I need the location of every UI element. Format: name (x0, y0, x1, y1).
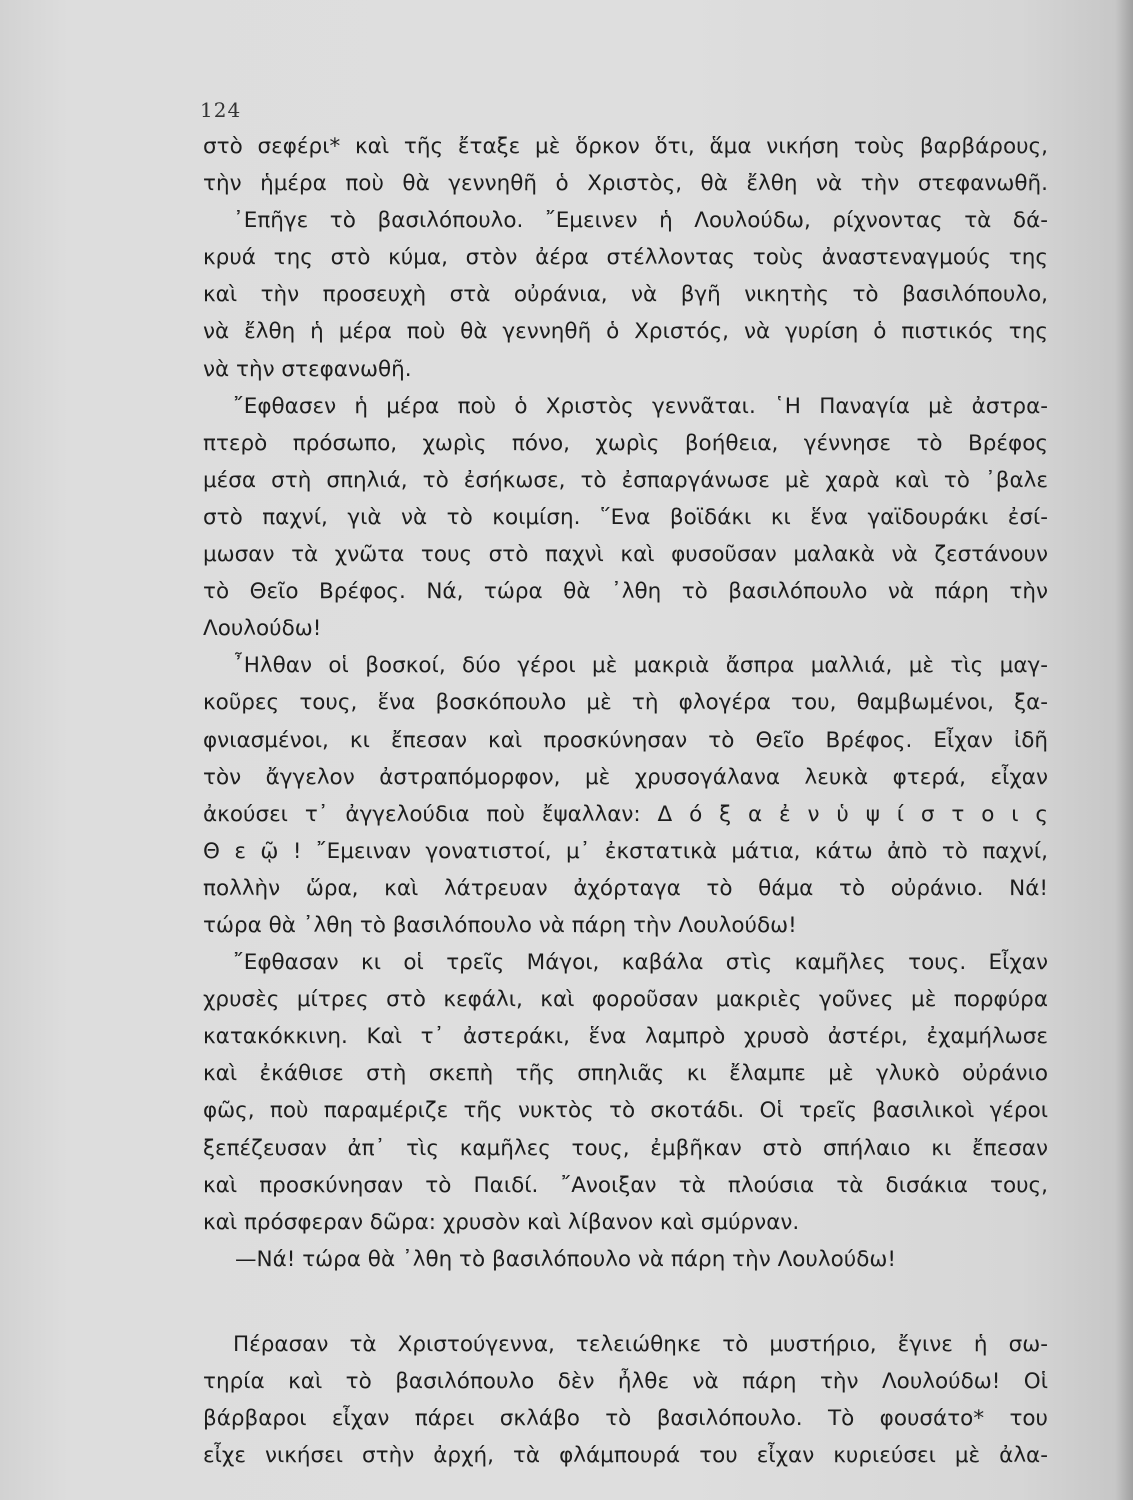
text-line: πολλὴν ὥρα, καὶ λάτρευαν ἀχόρταγα τὸ θάμα τὸ οὐράνιο. Νά! (203, 875, 1048, 901)
text-line: ῏Ηλθαν οἱ βοσκοί, δύο γέροι μὲ μακριὰ ἄσπρα μαλλιά, μὲ τὶς μαγ- (233, 653, 1048, 679)
text-line: κατακόκκινη. Καὶ τ᾿ ἀστεράκι, ἕνα λαμπρὸ χρυσὸ ἀστέρι, ἐχαμήλωσε (203, 1024, 1048, 1050)
text-line: ἀκούσει τ᾿ ἀγγελούδια ποὺ ἔψαλλαν: Δ ό ξ α ἐ ν ὑ ψ ί σ τ ο ι ς (203, 801, 1048, 827)
text-line: ᾿Επῆγε τὸ βασιλόπουλο. ῎Εμεινεν ἡ Λουλούδω, ρίχνοντας τὰ δά- (233, 208, 1048, 234)
text-line: Λουλούδω! (203, 616, 322, 642)
text-line: εἶχε νικήσει στὴν ἀρχή, τὰ φλάμπουρά του εἶχαν κυριεύσει μὲ ἀλα- (203, 1443, 1048, 1469)
text-line: —Νά! τώρα θὰ ᾿λθη τὸ βασιλόπουλο νὰ πάρη τὴν Λουλούδω! (235, 1246, 896, 1272)
text-line: φῶς, ποὺ παραμέριζε τῆς νυκτὸς τὸ σκοτάδι. Οἱ τρεῖς βασιλικοὶ γέροι (203, 1098, 1048, 1124)
text-line: ξεπέζευσαν ἀπ᾿ τὶς καμῆλες τους, ἐμβῆκαν στὸ σπήλαιο κι ἔπεσαν (203, 1135, 1048, 1161)
text-line: καὶ πρόσφεραν δῶρα: χρυσὸν καὶ λίβανον καὶ σμύρναν. (203, 1209, 800, 1235)
text-line: πτερὸ πρόσωπο, χωρὶς πόνο, χωρὶς βοήθεια, γέννησε τὸ Βρέφος (203, 430, 1048, 456)
text-line: νὰ ἔλθη ἡ μέρα ποὺ θὰ γεννηθῆ ὁ Χριστός, νὰ γυρίση ὁ πιστικός της (203, 319, 1048, 345)
page-number: 124 (200, 98, 242, 122)
text-line: νὰ τὴν στεφανωθῆ. (203, 356, 412, 382)
body-text (203, 128, 1048, 1474)
text-line: κρυά της στὸ κύμα, στὸν ἀέρα στέλλοντας τοὺς ἀναστεναγμούς της (203, 245, 1048, 271)
text-line: τηρία καὶ τὸ βασιλόπουλο δὲν ἦλθε νὰ πάρη τὴν Λουλούδω! Οἱ (203, 1369, 1048, 1394)
text-line: τὴν ἡμέρα ποὺ θὰ γεννηθῆ ὁ Χριστὸς, θὰ ἔλθη νὰ τὴν στεφανωθῆ. (203, 171, 1048, 197)
text-line: μέσα στὴ σπηλιά, τὸ ἐσήκωσε, τὸ ἐσπαργάνωσε μὲ χαρὰ καὶ τὸ ᾿βαλε (203, 467, 1048, 493)
text-line: στὸ σεφέρι* καὶ τῆς ἔταξε μὲ ὅρκον ὅτι, ἅμα νικήση τοὺς βαρβάρους, (203, 134, 1048, 159)
text-line: καὶ τὴν προσευχὴ στὰ οὐράνια, νὰ βγῆ νικητὴς τὸ βασιλόπουλο, (203, 282, 1048, 308)
text-line: μωσαν τὰ χνῶτα τους στὸ παχνὶ καὶ φυσοῦσαν μαλακὰ νὰ ζεστάνουν (203, 542, 1048, 568)
text-line: βάρβαροι εἶχαν πάρει σκλάβο τὸ βασιλόπουλο. Τὸ φουσάτο* του (203, 1406, 1048, 1432)
text-line: κοῦρες τους, ἕνα βοσκόπουλο μὲ τὴ φλογέρα του, θαμβωμένοι, ξα- (203, 690, 1048, 716)
text-line: καὶ προσκύνησαν τὸ Παιδί. ῎Ανοιξαν τὰ πλούσια τὰ δισάκια τους, (203, 1172, 1048, 1198)
text-line: Θ ε ῷ ! ῎Εμειναν γονατιστοί, μ᾿ ἐκστατικὰ μάτια, κάτω ἀπὸ τὸ παχνί, (203, 838, 1048, 864)
section-gap (203, 1278, 1048, 1326)
text-line: τὸν ἄγγελον ἀστραπόμορφον, μὲ χρυσογάλανα λευκὰ φτερά, εἶχαν (203, 764, 1048, 790)
text-line: ῎Εφθασεν ἡ μέρα ποὺ ὁ Χριστὸς γεννᾶται. ῾Η Παναγία μὲ ἀστρα- (233, 393, 1048, 419)
text-line: χρυσὲς μίτρες στὸ κεφάλι, καὶ φοροῦσαν μακριὲς γοῦνες μὲ πορφύρα (203, 987, 1048, 1013)
text-line: τώρα θὰ ᾿λθη τὸ βασιλόπουλο νὰ πάρη τὴν Λουλούδω! (203, 912, 797, 938)
text-line: καὶ ἐκάθισε στὴ σκεπὴ τῆς σπηλιᾶς κι ἔλαμπε μὲ γλυκὸ οὐράνιο (203, 1061, 1048, 1087)
text-line: Πέρασαν τὰ Χριστούγεννα, τελειώθηκε τὸ μυστήριο, ἔγινε ἡ σω- (233, 1331, 1048, 1357)
text-line: τὸ Θεῖο Βρέφος. Νά, τώρα θὰ ᾿λθη τὸ βασιλόπουλο νὰ πάρη τὴν (203, 579, 1048, 605)
page-edge-shadow (1115, 0, 1133, 1500)
text-line: φνιασμένοι, κι ἔπεσαν καὶ προσκύνησαν τὸ Θεῖο Βρέφος. Εἶχαν ἰδῆ (203, 727, 1048, 753)
text-line: στὸ παχνί, γιὰ νὰ τὸ κοιμίση. ῞Ενα βοϊδάκι κι ἕνα γαϊδουράκι ἐσί- (203, 504, 1048, 530)
text-line: ῎Εφθασαν κι οἱ τρεῖς Μάγοι, καβάλα στὶς καμῆλες τους. Εἶχαν (233, 950, 1048, 976)
